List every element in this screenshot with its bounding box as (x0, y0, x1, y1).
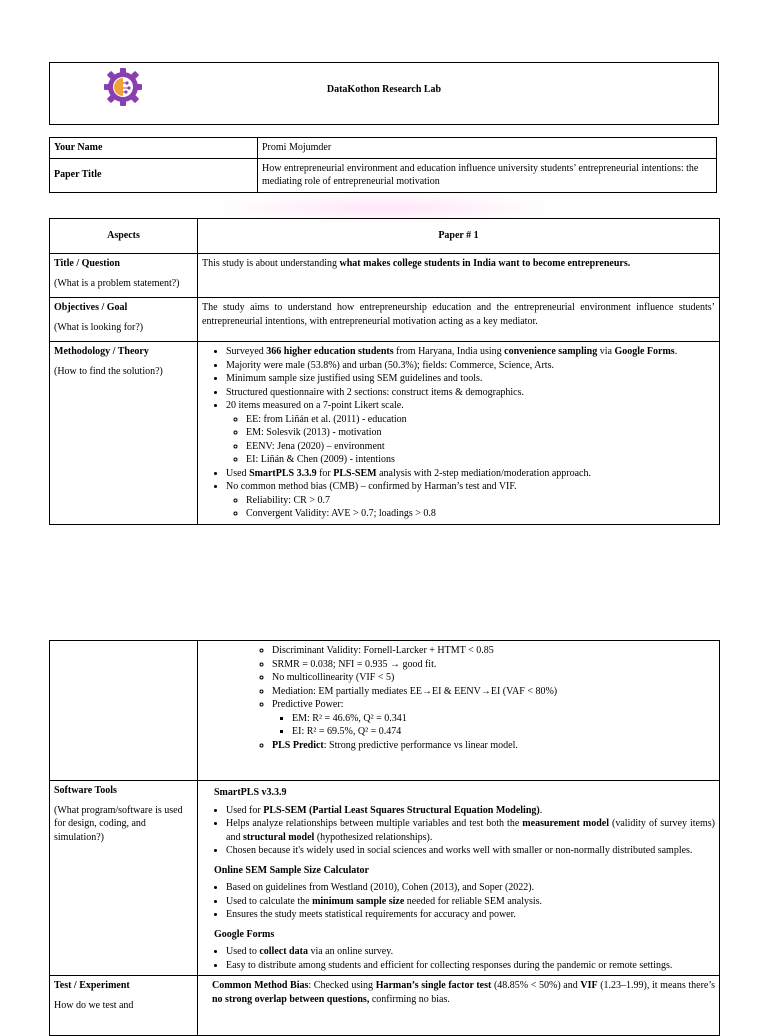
title-question-bold: what makes college students in India want to become entrepreneurs. (339, 258, 631, 269)
list-item: • Structured questionnaire with 2 sections: construct items & demographics. (226, 386, 715, 400)
list-item: • Used for PLS-SEM (Partial Least Squares Structural Equation Modeling). (226, 804, 715, 818)
methodology-cell (50, 342, 198, 525)
objectives-row (50, 298, 720, 342)
list-item: • Chosen because it's widely used in social sciences and works well with smaller or non-normally distributed samples. (226, 844, 715, 858)
list-item: • 20 items measured on a 7-point Likert scale. ◦ EE: from Liñán et al. (2011) - education ◦ EM: Solesvik (2013) - motivation ◦ EENV: Jena (2020) – environment ◦ EI: Liñán & Chen (2009) - intentions (226, 399, 715, 467)
list-item: • Ensures the study meets statistical requirements for accuracy and power. (226, 908, 715, 922)
list-item: • Used to calculate the minimum sample size needed for reliable SEM analysis. (226, 895, 715, 909)
info-table (49, 137, 717, 193)
list-item: ◦ EI: Liñán & Chen (2009) - intentions (246, 453, 715, 467)
test-experiment-content: Common Method Bias: Checked using Harman’s single factor test (48.85% < 50%) and VIF (1.23–1.99), it means there’s no strong overlap between questions, confirming no bias. (198, 976, 720, 1036)
table-header-row (50, 219, 720, 254)
list-item: ◦ PLS Predict: Strong predictive performance vs linear model. (272, 739, 715, 753)
aspects-table-continued (49, 640, 720, 1036)
list-item: ◦ Discriminant Validity: Fornell-Larcker + HTMT < 0.85 (272, 644, 715, 658)
software-tools-sub: (What program/software is used for design, coding, and simulation?) (54, 804, 183, 843)
empty-cell (50, 641, 198, 781)
list-item: ◦ Predictive Power: ▪ EM: R² = 46.6%, Q² = 0.341 ▪ EI: R² = 69.5%, Q² = 0.474 (272, 698, 715, 739)
list-item: ◦ No multicollinearity (VIF < 5) (272, 671, 715, 685)
objectives-label: Objectives / Goal (54, 302, 128, 313)
paper-title-row (50, 158, 717, 192)
list-item: • Helps analyze relationships between multiple variables and test both the measurement model (validity of survey items) and structural model (hypothesized relationships). (226, 817, 715, 844)
software-tools-cell (50, 781, 198, 976)
list-item: ▪ EI: R² = 69.5%, Q² = 0.474 (292, 725, 715, 739)
list-item: ◦ Reliability: CR > 0.7 (246, 494, 715, 508)
objectives-sub: (What is looking for?) (54, 321, 144, 333)
test-experiment-label: Test / Experiment (54, 980, 130, 991)
methodology-label: Methodology / Theory (54, 346, 149, 357)
title-question-label: Title / Question (54, 258, 120, 269)
aspects-header: Aspects (50, 219, 198, 254)
list-item: • Used to collect data via an online survey. (226, 945, 715, 959)
title-question-text: This study is about understanding (202, 258, 340, 269)
lab-title: DataKothon Research Lab (326, 84, 442, 95)
name-row (50, 138, 717, 159)
title-question-content (198, 254, 720, 298)
list-item: • Easy to distribute among students and efficient for collecting responses during the pandemic or remote settings. (226, 959, 715, 973)
paper-title-value: How entrepreneurial environment and education influence university students’ entrepreneurial intentions: the mediating role of entrepreneurial motivation (258, 158, 717, 192)
name-label: Your Name (50, 138, 258, 159)
objectives-cell (50, 298, 198, 342)
methodology-sub: (How to find the solution?) (54, 365, 163, 377)
title-question-row (50, 254, 720, 298)
list-item: • No common method bias (CMB) – confirmed by Harman’s test and VIF. ◦ Reliability: CR > 0.7 ◦ Convergent Validity: AVE > 0.7; loadings > 0.8 (226, 480, 715, 521)
methodology-row (50, 342, 720, 525)
paper-header: Paper # 1 (198, 219, 720, 254)
header-box (49, 62, 719, 125)
list-item: ◦ EM: Solesvik (2013) - motivation (246, 426, 715, 440)
software-tools-row (50, 781, 720, 976)
test-experiment-row (50, 976, 720, 1036)
list-item: ◦ Convergent Validity: AVE > 0.7; loadings > 0.8 (246, 507, 715, 521)
methodology-continued-content (198, 641, 720, 781)
tool-heading-google-forms: Google Forms (214, 928, 275, 940)
methodology-content (198, 342, 720, 525)
list-item: • Used SmartPLS 3.3.9 for PLS-SEM analysis with 2-step mediation/moderation approach. (226, 467, 715, 481)
list-item: ◦ EENV: Jena (2020) – environment (246, 440, 715, 454)
software-tools-content (198, 781, 720, 976)
list-item: ◦ EE: from Liñán et al. (2011) - education (246, 413, 715, 427)
software-tools-label: Software Tools (54, 785, 117, 796)
list-item: • Majority were male (53.8%) and urban (50.3%); fields: Commerce, Science, Arts. (226, 359, 715, 373)
tool-heading-sample-size: Online SEM Sample Size Calculator (214, 864, 369, 876)
tool-heading-smartpls: SmartPLS v3.3.9 (214, 787, 287, 798)
title-question-sub: (What is a problem statement?) (54, 277, 180, 289)
list-item: • Based on guidelines from Westland (2010), Cohen (2013), and Soper (2022). (226, 881, 715, 895)
test-experiment-sub: How do we test and (54, 999, 134, 1011)
list-item: ◦ Mediation: EM partially mediates EE→EI & EENV→EI (VAF < 80%) (272, 685, 715, 699)
aspects-table (49, 218, 720, 525)
objectives-text: The study aims to understand how entrepreneurship education and the entrepreneurial environment influence students’ entrepreneurial intentions, with entrepreneurial motivation acting as a key mediator. (198, 298, 720, 342)
test-experiment-cell (50, 976, 198, 1036)
list-item: • Minimum sample size justified using SEM guidelines and tools. (226, 372, 715, 386)
title-question-cell (50, 254, 198, 298)
paper-title-label: Paper Title (50, 158, 258, 192)
name-value: Promi Mojumder (258, 138, 717, 159)
list-item: ▪ EM: R² = 46.6%, Q² = 0.341 (292, 712, 715, 726)
list-item: • Surveyed 366 higher education students from Haryana, India using convenience sampling via Google Forms. (226, 345, 715, 359)
methodology-continued-row (50, 641, 720, 781)
list-item: ◦ SRMR = 0.038; NFI = 0.935 → good fit. (272, 658, 715, 672)
